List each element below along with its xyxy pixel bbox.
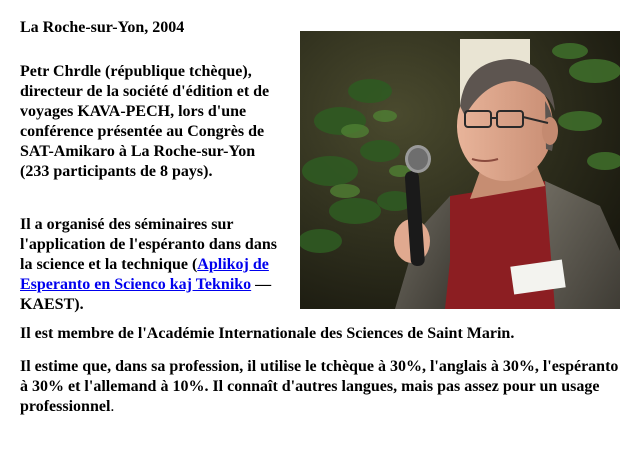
languages-paragraph (20, 357, 625, 417)
seminars-text-after: — KAEST). (20, 276, 272, 313)
page-heading: La Roche-sur-Yon, 2004 (20, 19, 185, 36)
languages-final-period: . (110, 398, 115, 415)
seminars-paragraph (20, 215, 282, 315)
intro-paragraph: Petr Chrdle (république tchèque), directeur de la société d'édition et de voyages KAVA-PECH, lors d'une conférence présentée au Congrès de SAT-Amikaro à La Roche-sur-Yon (233 participants de 8 pays). (20, 63, 270, 180)
academy-paragraph: Il est membre de l'Académie Internationale des Sciences de Saint Marin. (20, 325, 515, 342)
seminars-text-before: Il a organisé des séminaires sur l'application de l'espéranto dans dans la science et la technique ( (20, 216, 277, 273)
speaker-photo (300, 31, 620, 309)
languages-text: Il estime que, dans sa profession, il utilise le tchèque à 30%, l'anglais à 30%, l'espéranto à 30% et l'allemand à 10%. Il connaît d'autres langues, mais pas assez pour un usage professionnel (20, 358, 619, 415)
kaest-link[interactable]: Aplikoj de Esperanto en Scienco kaj Tekniko (20, 256, 269, 293)
